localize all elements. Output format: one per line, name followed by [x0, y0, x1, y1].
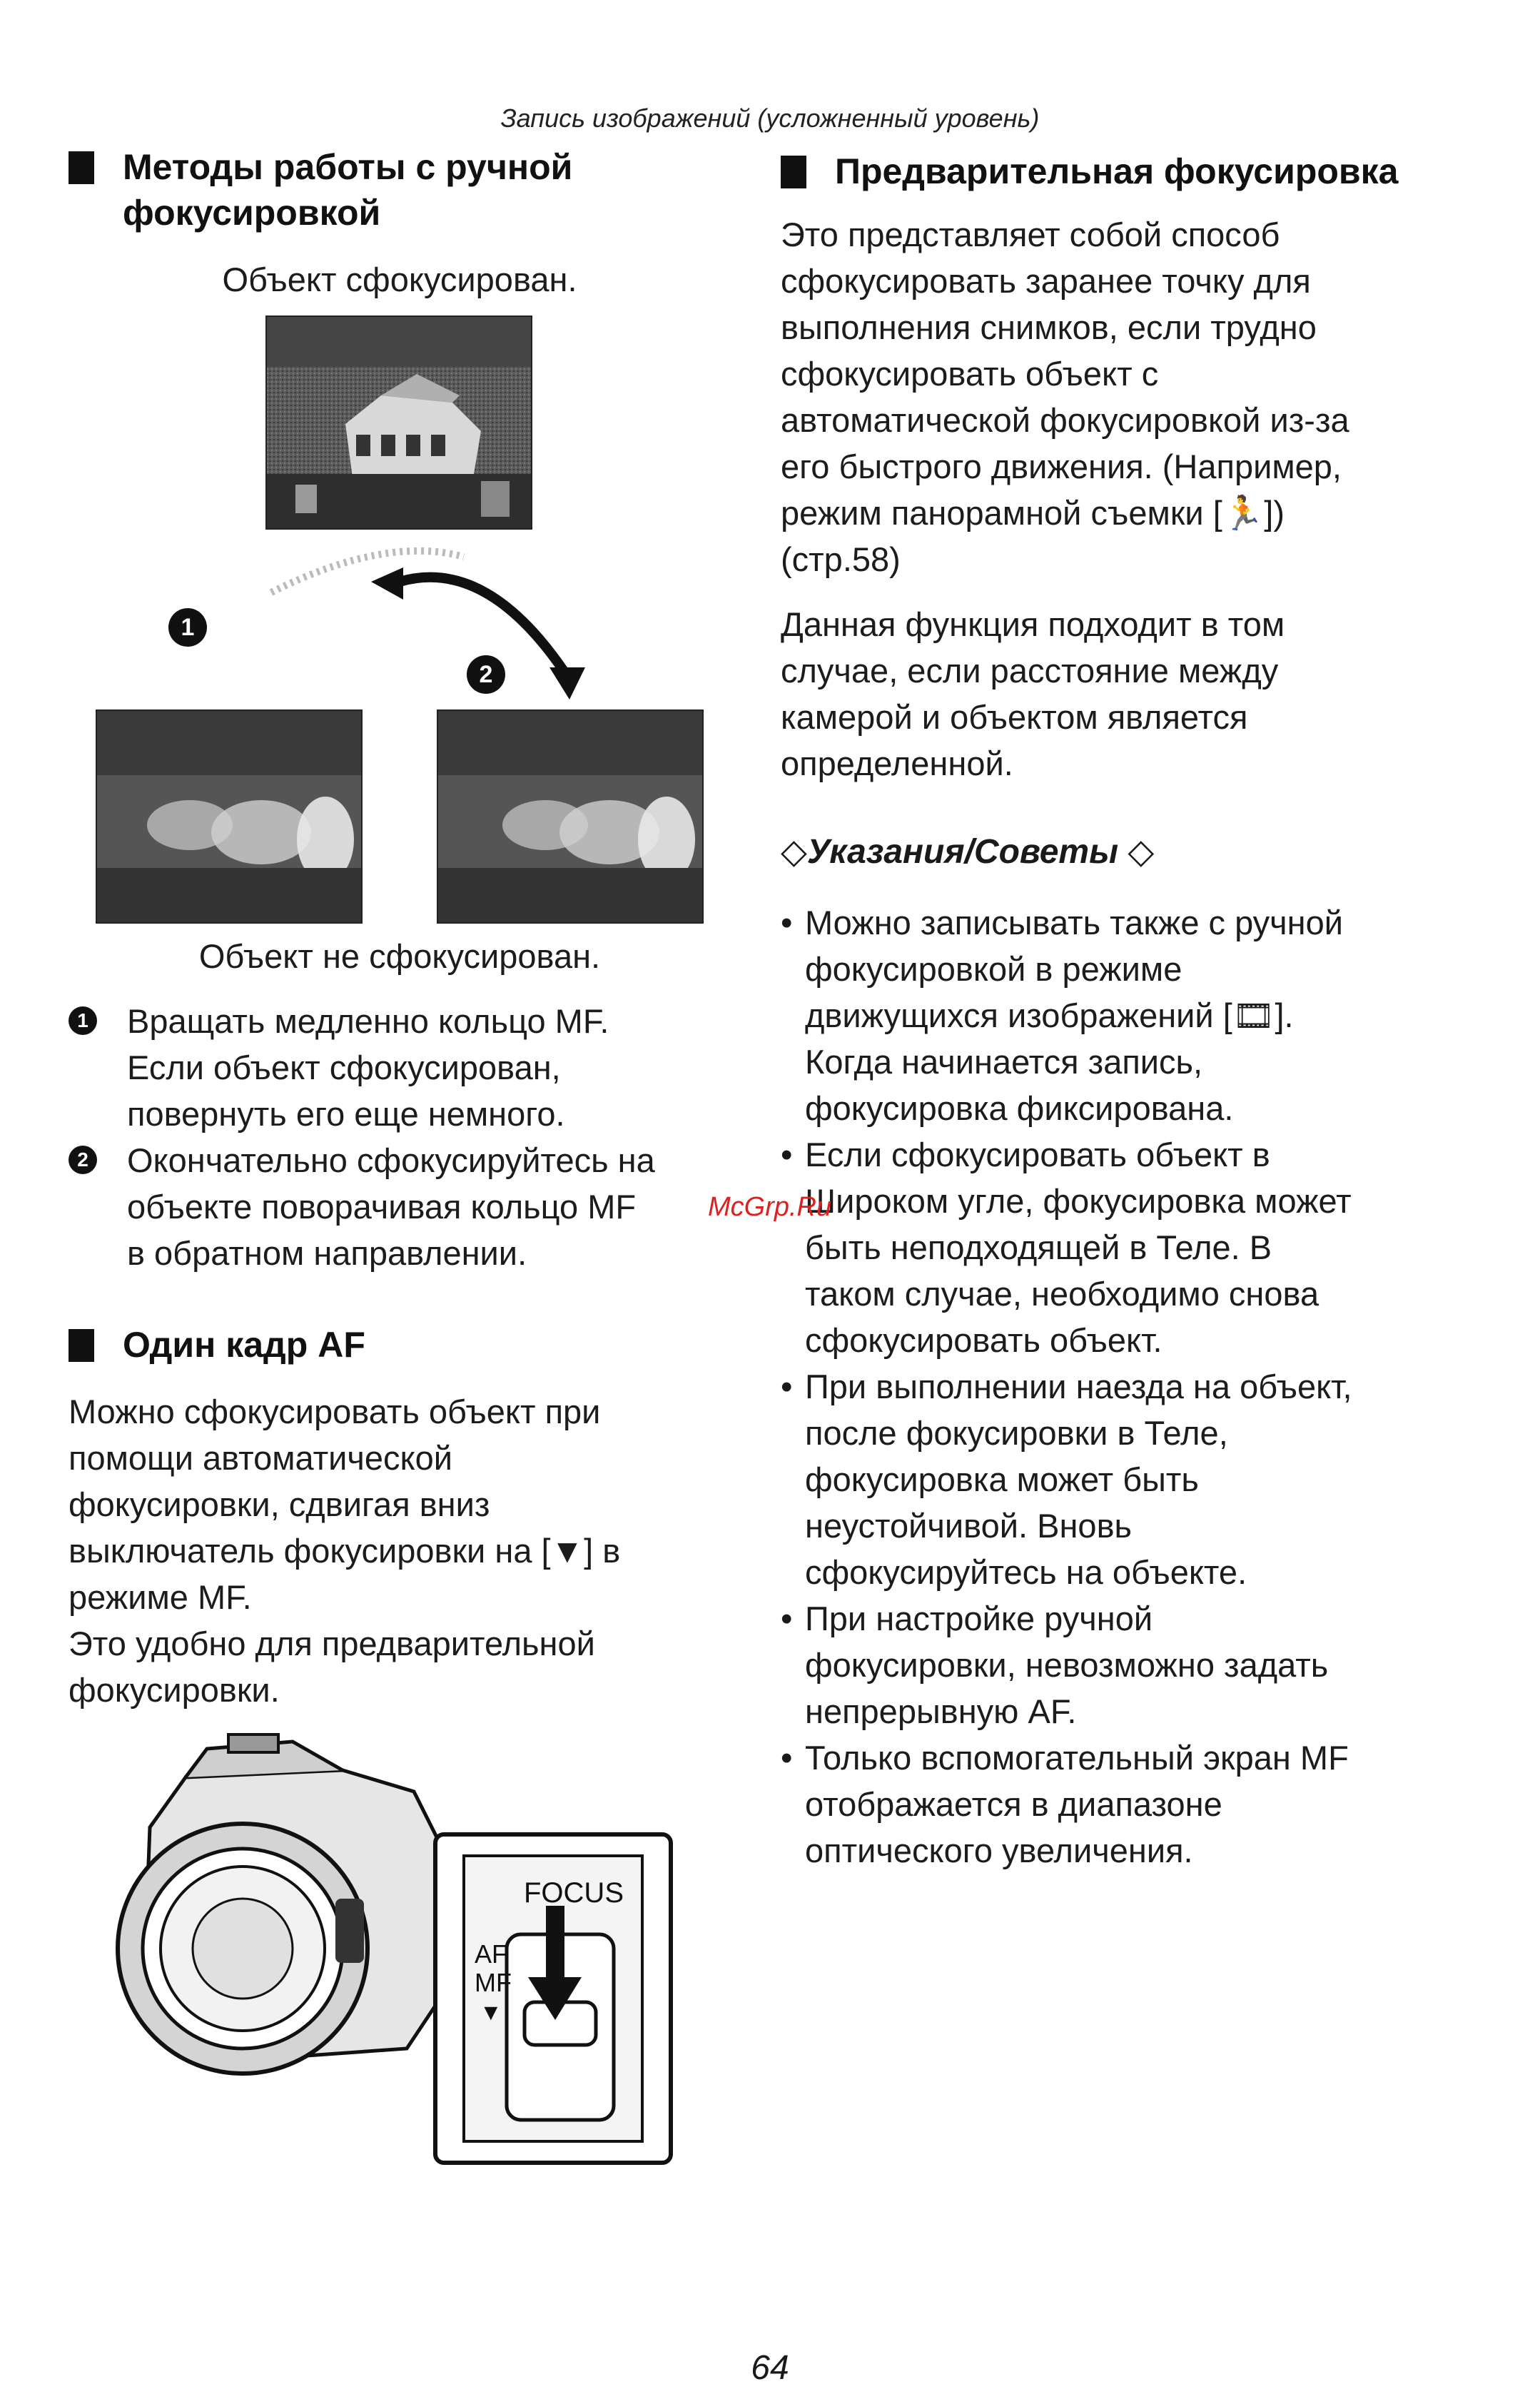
focus-label: FOCUS	[524, 1877, 624, 1909]
section-marker	[69, 1329, 94, 1362]
caption-out-of-focus: Объект не сфокусирован.	[198, 937, 601, 975]
bullet-icon: •	[781, 1136, 793, 1173]
prefocus-paragraph-2: Данная функция подходит в том случае, если расстояние между камерой и объектом является определенной.	[781, 605, 1285, 782]
mf-label: MF	[475, 1968, 512, 1997]
section-marker	[781, 156, 806, 188]
af-label: AF	[475, 1939, 508, 1969]
single-af-text: Можно сфокусировать объект при помощи автоматической фокусировки, сдвигая вниз выключатель фокусировки на [▼] в режиме MF. Это удобно для предварительной фокусировки.	[69, 1393, 621, 1709]
camera-illustration	[107, 1727, 692, 2184]
bullet-icon: •	[781, 904, 793, 941]
step-1-number-icon: 1	[69, 1006, 97, 1035]
section-title-manual-focus: Методы работы с ручной фокусировкой	[123, 147, 573, 233]
caption-in-focus: Объект сфокусирован.	[222, 261, 577, 298]
section-title-single-af: Один кадр AF	[123, 1325, 365, 1365]
tip-item-2	[781, 1131, 1437, 1367]
tip-item-3	[781, 1363, 1437, 1599]
step-2	[69, 1137, 739, 1280]
photo-out-of-focus-1	[96, 709, 363, 924]
section-marker	[69, 151, 94, 184]
bullet-icon: •	[781, 1368, 793, 1405]
tip-item-5	[781, 1734, 1437, 1877]
tip-text: При выполнении наезда на объект, после фокусировки в Теле, фокусировка может быть неустойчивой. Вновь сфокусируйтесь на объекте.	[805, 1368, 1352, 1591]
step-2-number-icon: 2	[69, 1146, 97, 1174]
focus-arrows	[250, 542, 621, 714]
tip-text: При настройке ручной фокусировки, невозможно задать непрерывную AF.	[805, 1600, 1329, 1730]
bullet-icon: •	[781, 1600, 793, 1637]
page-header: Запись изображений (усложненный уровень)	[500, 103, 1040, 133]
bullet-icon: •	[781, 1739, 793, 1777]
prefocus-paragraph-1: Это представляет собой способ сфокусировать заранее точку для выполнения снимков, если трудно сфокусировать объект с автоматической фокусировкой из-за его быстрого движения. (Например, режим панорамной съемки [🏃]) (стр.58)	[781, 216, 1349, 578]
step-1	[69, 998, 739, 1141]
tip-text: Можно записывать также с ручной фокусировкой в режиме движущихся изображений [🎞]. Когда начинается запись, фокусировка фиксирована.	[805, 904, 1344, 1127]
page-number: 64	[751, 2349, 789, 2387]
tip-item-1	[781, 899, 1437, 1135]
tip-text: Если сфокусировать объект в Широком угле, фокусировка может быть неподходящей в Теле. В таком случае, необходимо снова сфокусировать объект.	[805, 1136, 1352, 1359]
step-2-text: Окончательно сфокусируйтесь на объекте поворачивая кольцо MF в обратном направлении.	[127, 1141, 655, 1272]
tip-item-4	[781, 1595, 1437, 1738]
step-1-text: Вращать медленно кольцо MF. Если объект сфокусирован, повернуть его еще немного.	[127, 1002, 609, 1133]
section-title-prefocus: Предварительная фокусировка	[835, 151, 1399, 191]
photo-out-of-focus-2	[437, 709, 704, 924]
photo-in-focus	[265, 315, 532, 530]
step1-marker-icon: 1	[168, 608, 207, 647]
step2-marker-icon: 2	[467, 655, 505, 694]
watermark: McGrp.Ru	[708, 1192, 832, 1222]
camera-drawing	[107, 1727, 692, 2184]
down-arrow-label: ▼	[480, 1999, 502, 2025]
tip-text: Только вспомогательный экран MF отображается в диапазоне оптического увеличения.	[805, 1739, 1349, 1869]
tips-title: ◇Указания/Советы ◇	[781, 833, 1155, 871]
